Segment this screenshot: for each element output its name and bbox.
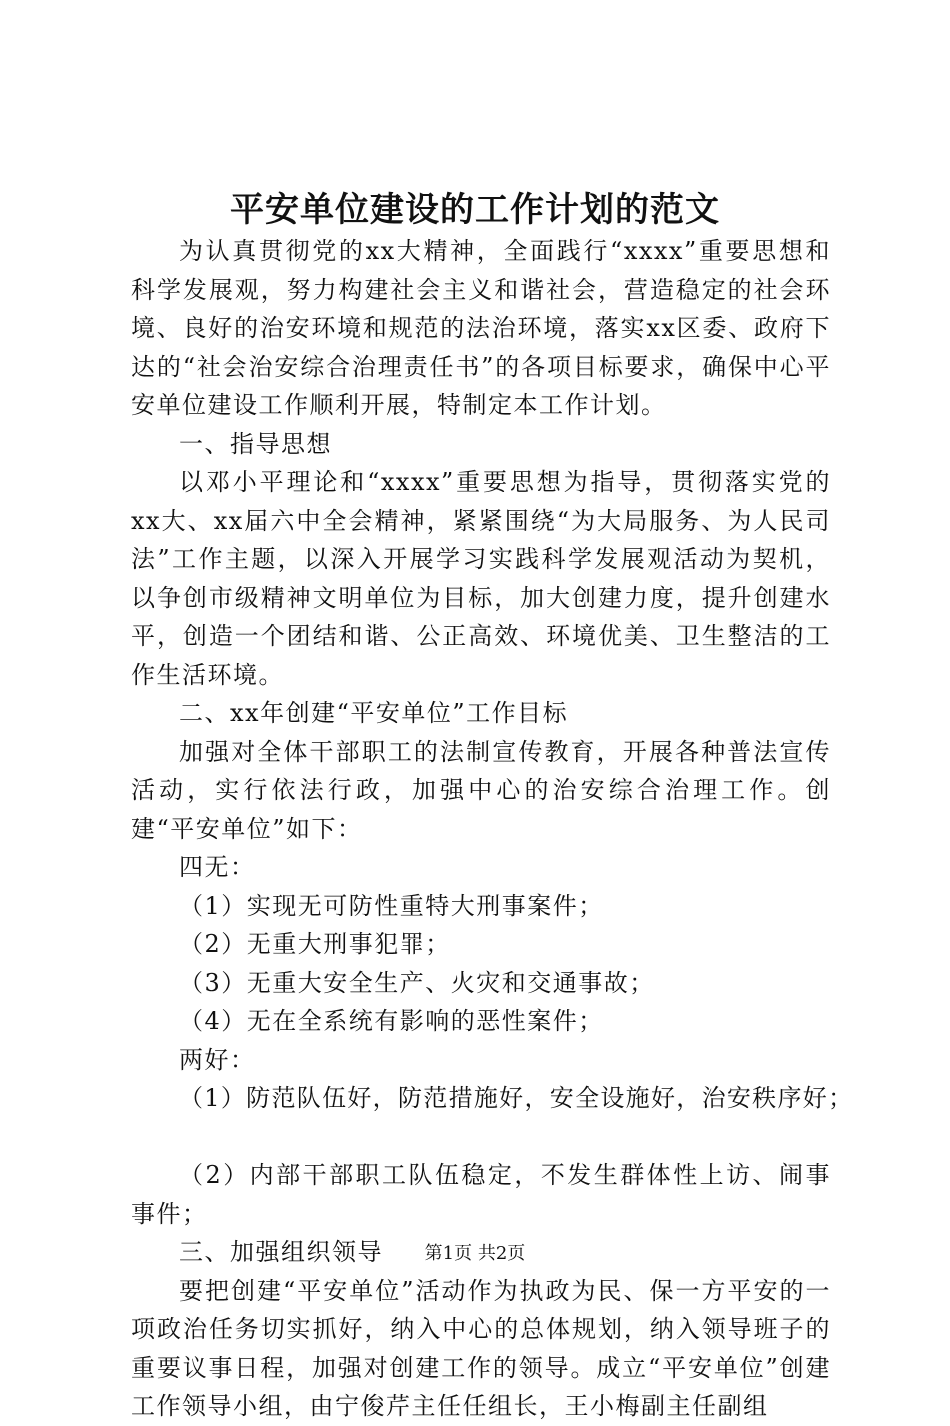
- list-heading-four-no: 四无：: [179, 853, 256, 881]
- paragraph-goals: 加强对全体干部职工的法制宣传教育，开展各种普法宣传活动，实行依法行政，加强中心的治安综合治理工作。创建“平安单位”如下：: [131, 737, 831, 843]
- list-item: （2）内部干部职工队伍稳定，不发生群体性上访、闹事事件；: [131, 1161, 831, 1228]
- paragraph-organization: 要把创建“平安单位”活动作为执政为民、保一方平安的一项政治任务切实抓好，纳入中心的总体规划，纳入领导班子的重要议事日程，加强对创建工作的领导。成立“平安单位”创建工作领导小组，由宁俊芹主任任组长，王小梅副主任副组: [131, 1276, 831, 1420]
- document-title: 平安单位建设的工作计划的范文: [230, 190, 720, 230]
- blank-line: [131, 1118, 831, 1157]
- section-heading-3: 三、加强组织领导: [179, 1238, 383, 1266]
- list-item: （1）防范队伍好，防范措施好，安全设施好，治安秩序好；: [179, 1084, 854, 1112]
- page-footer: 第1页 共2页: [424, 1243, 526, 1264]
- section-heading-1: 一、指导思想: [179, 429, 332, 458]
- section-heading-2: 二、xx年创建“平安单位”工作目标: [179, 699, 569, 727]
- list-item: （3）无重大安全生产、火灾和交通事故；: [179, 968, 655, 997]
- paragraph-intro: 为认真贯彻党的xx大精神，全面践行“xxxx”重要思想和科学发展观，努力构建社会主义和谐社会，营造稳定的社会环境、良好的治安环境和规范的法治环境，落实xx区委、政府下达的“社会治安综合治理责任书”的各项目标要求，确保中心平安单位建设工作顺利开展，特制定本工作计划。: [131, 237, 831, 419]
- paragraph-guiding-thought: 以邓小平理论和“xxxx”重要思想为指导，贯彻落实党的xx大、xx届六中全会精神，紧紧围绕“为大局服务、为人民司法”工作主题，以深入开展学习实践科学发展观活动为契机，以争创市级精神文明单位为目标，加大创建力度，提升创建水平，创造一个团结和谐、公正高效、环境优美、卫生整洁的工作生活环境。: [131, 468, 831, 689]
- list-item: （4）无在全系统有影响的恶性案件；: [179, 1007, 604, 1035]
- list-heading-two-good: 两好：: [179, 1045, 256, 1074]
- list-item: （2）无重大刑事犯罪；: [179, 930, 451, 958]
- list-item: （1）实现无可防性重特大刑事案件；: [179, 891, 604, 920]
